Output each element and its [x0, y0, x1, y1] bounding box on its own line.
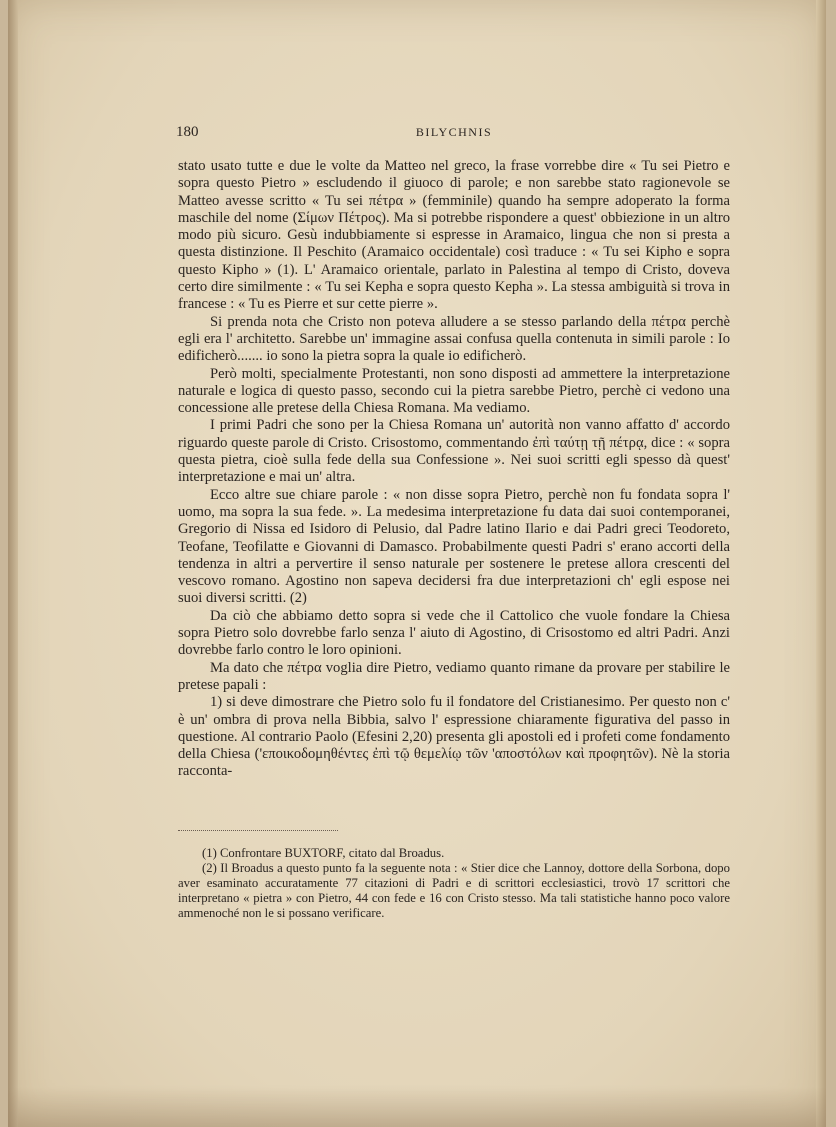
- footnote-separator: [178, 830, 338, 831]
- paragraph: stato usato tutte e due le volte da Matteo nel greco, la frase vorrebbe dire « Tu sei Pietro e sopra questo Pietro » escludendo il giuoco di parole; e non sarebbe stato ragionevole se Matteo avesse scritto « Tu sei πέτρα » (femminile) quando ha sempre adoperato la forma maschile del nome (Σίμων Πέτρος). Ma si potrebbe rispondere a quest' obbiezione in un altro modo più sicuro. Gesù indubbiamente si espresse in Aramaico, lingua che non si presta a questa distinzione. Il Peschito (Aramaico occidentale) così traduce : « Tu sei Kipho e sopra questo Kipho » (1). L' Aramaico orientale, parlato in Palestina al tempo di Cristo, doveva certo dire similmente : « Tu sei Kepha e sopra questo Kepha ». La stessa ambiguità si trova in francese : « Tu es Pierre et sur cette pierre ».: [178, 158, 730, 313]
- running-title: BILYCHNIS: [415, 125, 493, 139]
- paragraph: Ma dato che πέτρα voglia dire Pietro, vediamo quanto rimane da provare per stabilire le pretese papali :: [178, 659, 730, 693]
- page-number: 180: [176, 124, 199, 140]
- paragraph: Da ciò che abbiamo detto sopra si vede che il Cattolico che vuole fondare la Chiesa sopra Pietro solo dovrebbe farlo senza l' aiuto di Agostino, di Crisostomo ed altri Padri. Anzi dovrebbe farlo contro le loro opinioni.: [178, 607, 730, 659]
- body-text: [178, 158, 730, 781]
- paragraph: Ecco altre sue chiare parole : « non disse sopra Pietro, perchè non fu fondata sopra l' uomo, ma sopra la sua fede. ». La medesima interpretazione fu data dai suoi contemporanei, Gregorio di Nissa ed Isidoro di Pelusio, dal Padre latino Ilario e dai Padri greci Teodoreto, Teofane, Teofilatte e Giovanni di Damasco. Probabilmente questi Padri s' erano accorti della tendenza in altri a pervertire il senso naturale per sostenere le pretese allora crescenti del vescovo romano. Agostino non sapeva decidersi fra due interpretazioni ch' egli espose nei suoi diversi scritti. (2): [178, 486, 730, 607]
- footnote: (2) Il Broadus a questo punto fa la seguente nota : « Stier dice che Lannoy, dottore della Sorbona, dopo aver esaminato accuratamente 77 citazioni di Padri e di scrittori ecclesiastici, trovò 17 scrittori che interpretano « pietra » con Pietro, 44 con fede e 16 con Cristo stesso. Ma tali statistiche hanno poco valore ammenoché non le si possano verificare.: [178, 861, 730, 920]
- paragraph: Però molti, specialmente Protestanti, non sono disposti ad ammettere la interpretazione naturale e logica di questo passo, secondo cui la pietra sarebbe Pietro, perchè ci vedono una concessione alle pretese della Chiesa Romana. Ma vediamo.: [178, 365, 730, 417]
- paragraph: Si prenda nota che Cristo non poteva alludere a se stesso parlando della πέτρα perchè egli era l' architetto. Sarebbe un' immagine assai confusa quella contenuta in simili parole : Io edificherò....... io sono la pietra sopra la quale io edificherò.: [178, 313, 730, 365]
- book-page: [8, 0, 826, 1127]
- paragraph: I primi Padri che sono per la Chiesa Romana un' autorità non vanno affatto d' accordo riguardo queste parole di Cristo. Crisostomo, commentando ἐπὶ ταύτῃ τῇ πέτρᾳ, dice : « sopra questa pietra, cioè sulla fede della sua Confessione ». Nei suoi scritti egli spesso dà quest' interpretazione e mai un' altra.: [178, 417, 730, 486]
- paragraph: 1) si deve dimostrare che Pietro solo fu il fondatore del Cristianesimo. Per questo non c' è un' ombra di prova nella Bibbia, salvo l' espressione chiaramente figurativa del passo in questione. Al contrario Paolo (Efesini 2,20) presenta gli apostoli ed i profeti come fondamento della Chiesa ('εποικοδομηθέντες ἐπὶ τῷ θεμελίῳ τῶν 'αποστόλων καὶ προφητῶν). Nè la storia racconta-: [178, 694, 730, 780]
- page-right-edge: [816, 0, 826, 1127]
- page-header: [176, 124, 732, 146]
- page-left-edge: [8, 0, 18, 1127]
- page-bottom-shadow: [8, 1087, 826, 1127]
- footnotes: [178, 846, 730, 921]
- footnote: (1) Confrontare BUXTORF, citato dal Broadus.: [202, 846, 445, 860]
